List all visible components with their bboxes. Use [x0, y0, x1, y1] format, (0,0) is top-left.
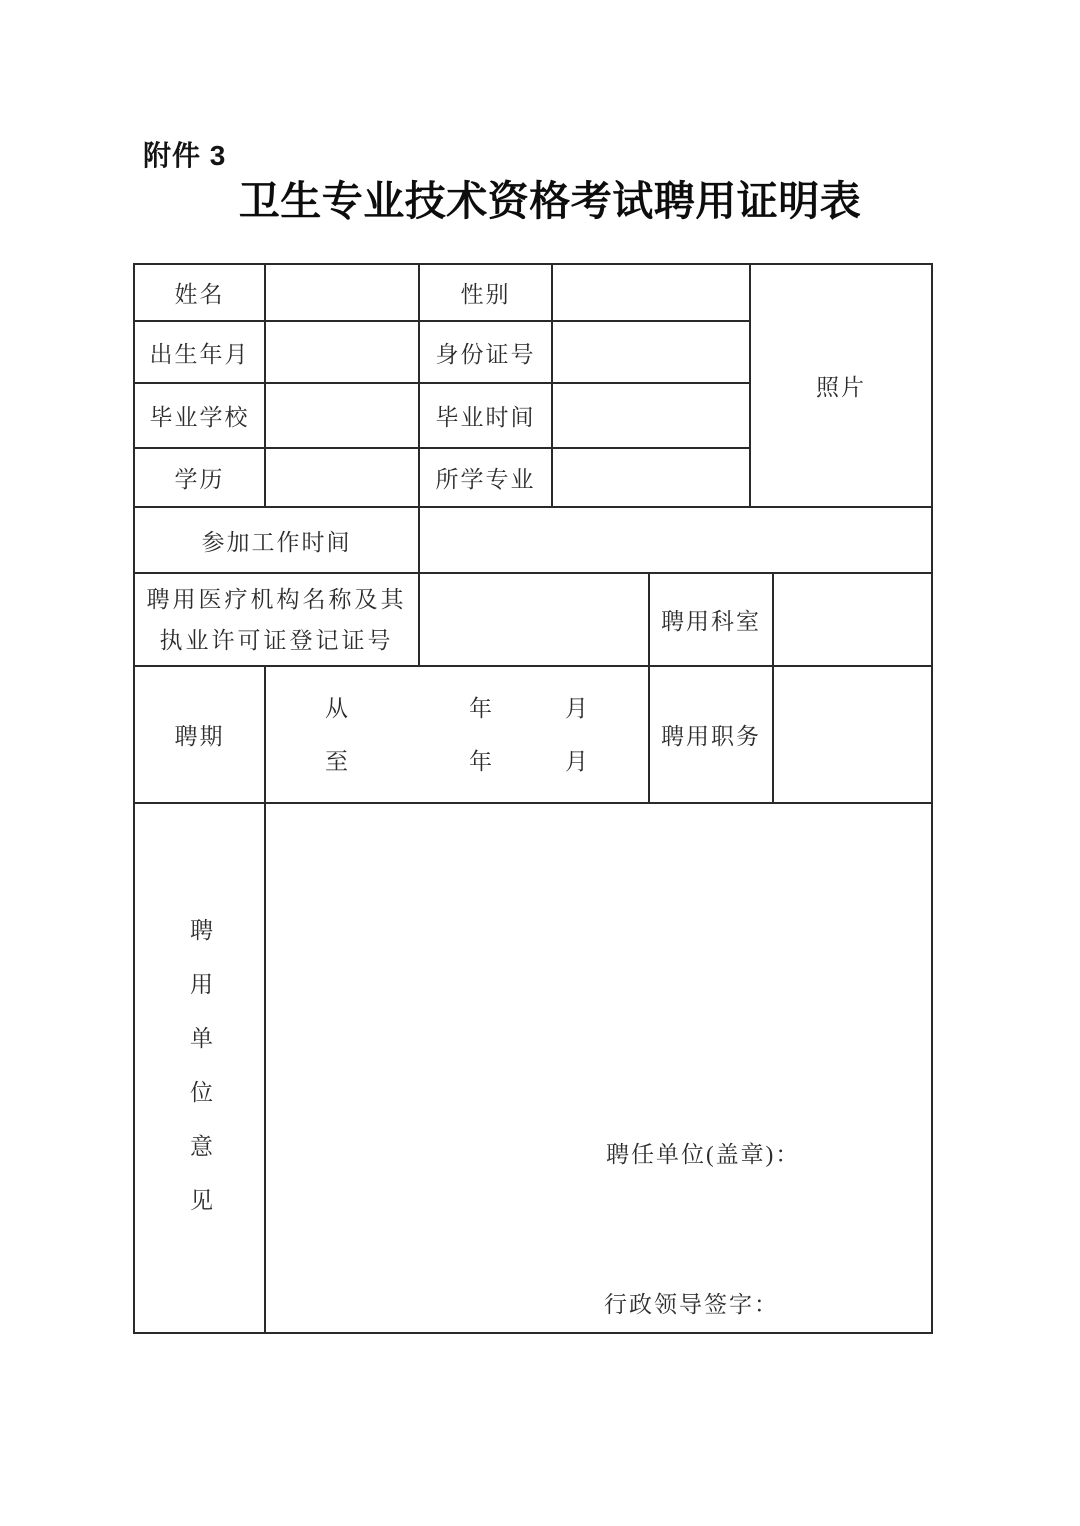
- position-value-cell: [773, 666, 932, 803]
- id-number-value-cell: [552, 321, 750, 383]
- name-label: 姓名: [134, 264, 265, 321]
- table-row-employer-org: [134, 573, 932, 666]
- birth-date-value-cell: [265, 321, 419, 383]
- graduation-time-value-cell: [552, 383, 750, 448]
- work-start-time-label: 参加工作时间: [134, 507, 419, 573]
- major-label: 所学专业: [419, 448, 552, 507]
- work-start-time-value-cell: [419, 507, 932, 573]
- table-row-period: [134, 666, 932, 803]
- education-label: 学历: [134, 448, 265, 507]
- graduation-school-value-cell: [265, 383, 419, 448]
- page-title: 卫生专业技术资格考试聘用证明表: [238, 178, 862, 224]
- department-value-cell: [773, 573, 932, 666]
- employment-period-label: 聘期: [134, 666, 265, 803]
- employer-opinion-label-cell: [134, 803, 265, 1333]
- department-label: 聘用科室: [649, 573, 773, 666]
- photo-cell: 照片: [750, 264, 932, 507]
- period-to-line: 至 年 月: [325, 748, 589, 774]
- gender-value-cell: [552, 264, 750, 321]
- period-from-line: 从 年 月: [325, 695, 589, 721]
- attachment-number-label: 附件 3: [143, 140, 227, 171]
- table-row-work-start: [134, 507, 932, 573]
- employer-opinion-content-cell: [265, 803, 932, 1333]
- employer-org-label-line1: 聘用医疗机构名称及其: [146, 586, 407, 612]
- birth-date-label: 出生年月: [134, 321, 265, 383]
- major-value-cell: [552, 448, 750, 507]
- graduation-time-label: 毕业时间: [419, 383, 552, 448]
- table-row-name-gender: [134, 264, 932, 321]
- graduation-school-label: 毕业学校: [134, 383, 265, 448]
- id-number-label: 身份证号: [419, 321, 552, 383]
- table-row-employer-opinion: [134, 803, 932, 1333]
- employer-opinion-label: 聘用单位意见: [187, 918, 212, 1242]
- employer-org-label: [134, 573, 419, 666]
- employer-seal-label: 聘任单位(盖章)：: [606, 1142, 801, 1167]
- employment-period-value-cell: [265, 666, 649, 803]
- employer-org-label-line2: 执业许可证登记证号: [159, 627, 394, 653]
- leader-signature-label: 行政领导签字：: [604, 1292, 779, 1317]
- name-value-cell: [265, 264, 419, 321]
- employment-certificate-table: [133, 263, 933, 1334]
- position-label: 聘用职务: [649, 666, 773, 803]
- education-value-cell: [265, 448, 419, 507]
- gender-label: 性别: [419, 264, 552, 321]
- employer-org-value-cell: [419, 573, 649, 666]
